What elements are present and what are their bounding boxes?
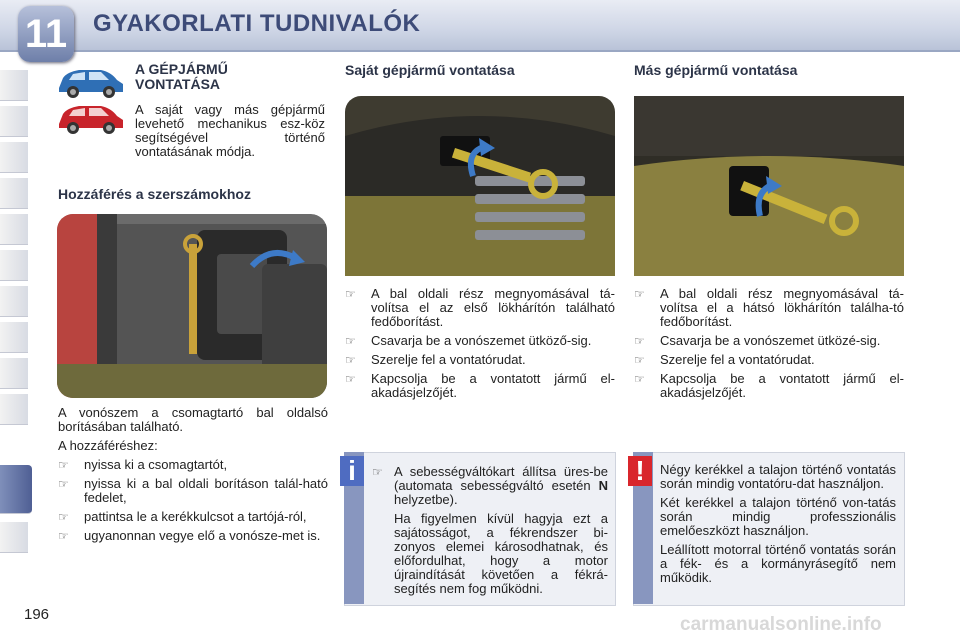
side-tab[interactable] (0, 394, 28, 425)
list-item: ☞ nyissa ki a csomagtartót, (58, 457, 228, 472)
warning-icon: ! (628, 456, 652, 486)
chapter-number: 11 (18, 6, 74, 62)
section-title-other: Más gépjármű vontatása (634, 62, 798, 78)
list-item: ☞ Szerelje fel a vontatórudat. (345, 352, 526, 367)
pointing-hand-icon: ☞ (58, 477, 69, 491)
rear-bumper-photo (634, 96, 904, 276)
car-red-icon (55, 100, 127, 136)
title-line: VONTATÁSA (135, 76, 221, 92)
warning-paragraph: Két kerékkel a talajon történő von-tatás során mindig professzionális emelőeszközt használjon. (660, 495, 896, 538)
warning-paragraph: Leállított motorral történő vontatás során a fék- és a kormányrásegítő nem működik. (660, 542, 896, 585)
list-item: ☞ A sebességváltókart állítsa üres-be (automata sebességváltó esetén N helyzetbe). (372, 464, 608, 507)
side-tab[interactable] (0, 286, 28, 317)
list-item: ☞ nyissa ki a bal oldali borításon talál-ható fedelet, (58, 476, 328, 505)
page-title: GYAKORLATI TUDNIVALÓK (93, 10, 421, 37)
side-tab[interactable] (0, 322, 28, 353)
section-title-own: Saját gépjármű vontatása (345, 62, 515, 78)
pointing-hand-icon: ☞ (634, 353, 645, 367)
side-tab[interactable] (0, 522, 28, 553)
pointing-hand-icon: ☞ (634, 287, 645, 301)
side-tab[interactable] (0, 106, 28, 137)
pointing-hand-icon: ☞ (372, 465, 383, 479)
title-line: A GÉPJÁRMŰ (135, 61, 228, 77)
section-title-towing (135, 62, 228, 92)
pointing-hand-icon: ☞ (345, 372, 356, 386)
list-item: ☞ ugyanonnan vegye elő a vonósze-met is. (58, 528, 321, 543)
warning-paragraph: Négy kerékkel a talajon történő vontatás során mindig vontatóru-dat használjon. (660, 462, 896, 491)
side-tab[interactable] (0, 250, 28, 281)
list-item: ☞ Kapcsolja be a vontatott jármű el-akadásjelzőjét. (634, 371, 904, 400)
side-tab[interactable] (0, 142, 28, 173)
access-text (58, 406, 328, 548)
own-steps (345, 287, 615, 405)
pointing-hand-icon: ☞ (345, 353, 356, 367)
side-tab[interactable] (0, 214, 28, 245)
warning-text (660, 463, 896, 585)
pointing-hand-icon: ☞ (345, 334, 356, 348)
list-item: ☞ pattintsa le a kerékkulcsot a tartójá-ról, (58, 509, 307, 524)
access-paragraph: A vonószem a csomagtartó bal oldalsó borításában található. (58, 405, 328, 434)
pointing-hand-icon: ☞ (58, 510, 69, 524)
list-item: ☞ Kapcsolja be a vontatott jármű el-akadásjelzőjét. (345, 371, 615, 400)
section-title-access: Hozzáférés a szerszámokhoz (58, 186, 251, 202)
side-tab[interactable] (0, 178, 28, 209)
side-tab-strip (0, 70, 30, 570)
info-icon: i (340, 456, 364, 486)
list-item: ☞ Szerelje fel a vontatórudat. (634, 352, 815, 367)
car-blue-icon (55, 64, 127, 100)
pointing-hand-icon: ☞ (58, 458, 69, 472)
page-number: 196 (24, 606, 50, 623)
intro-text: A saját vagy más gépjármű levehető mechanikus esz-köz segítségével történő vontatásának módja. (135, 102, 325, 159)
other-steps (634, 287, 904, 405)
side-tab[interactable] (0, 358, 28, 389)
pointing-hand-icon: ☞ (634, 334, 645, 348)
info-text (372, 465, 608, 596)
access-intro-line: A hozzáféréshez: (58, 438, 158, 453)
watermark: carmanualsonline.info (680, 614, 882, 635)
side-tab-active[interactable] (0, 465, 32, 514)
list-item: ☞ Csavarja be a vonószemet ütközé-sig. (634, 333, 881, 348)
info-paragraph: Ha figyelmen kívül hagyja ezt a sajátosságot, a fékrendszer bi-zonyos elemei károsodhatnak, és előfordulhat, hogy a motor újraindítását követően a fékrá-segítés nem fog működni. (394, 511, 608, 596)
pointing-hand-icon: ☞ (634, 372, 645, 386)
side-tab[interactable] (0, 70, 28, 101)
list-item: ☞ Csavarja be a vonószemet ütköző-sig. (345, 333, 592, 348)
pointing-hand-icon: ☞ (58, 529, 69, 543)
front-bumper-photo (345, 96, 615, 276)
list-item: ☞ A bal oldali rész megnyomásával tá-volítsa el az első lökhárítón található fedőborítást. (345, 286, 615, 329)
pointing-hand-icon: ☞ (345, 287, 356, 301)
list-item: ☞ A bal oldali rész megnyomásával tá-volítsa el a hátsó lökhárítón találha-tó fedőborítást. (634, 286, 904, 329)
trunk-photo (57, 214, 327, 398)
